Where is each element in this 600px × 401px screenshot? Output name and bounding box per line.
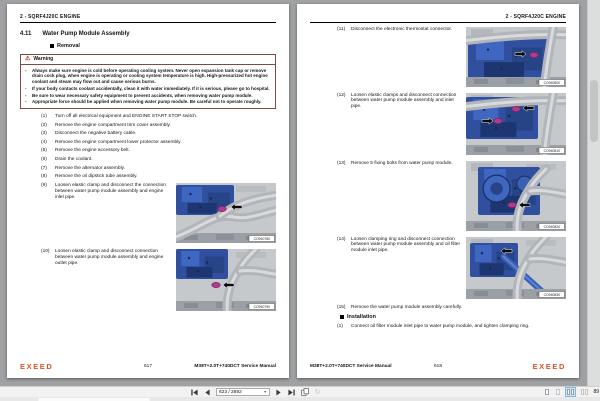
warning-box xyxy=(20,54,276,109)
figure-step-list-right xyxy=(337,27,566,299)
page-footer xyxy=(20,362,276,371)
step-text: Remove the oil dipstick tube assembly. xyxy=(55,174,138,180)
figure-step-text xyxy=(337,27,466,87)
step-text: Remove the engine compartment lower protector assembly. xyxy=(55,139,182,145)
circular-arrow-icon: ↻ xyxy=(314,388,321,396)
exeed-logo: EXEED xyxy=(532,362,566,371)
procedure-step xyxy=(41,157,276,162)
first-page-button[interactable] xyxy=(190,388,199,397)
page-number: 618 xyxy=(433,364,443,369)
figure-step-text xyxy=(41,183,176,243)
engine-figure xyxy=(466,27,566,87)
step-text: Loosen elastic clamp and disconnect the connection between water pump module assembly and engine inlet pipe. xyxy=(55,183,166,200)
square-bullet-icon xyxy=(50,44,54,48)
step-text: Loosen clamping ring and disconnect connection between water pump module assembly and oil filter module inlet pipe. xyxy=(351,236,461,253)
figure-step-text xyxy=(337,237,466,299)
step-number: (3) xyxy=(41,131,47,137)
figure-step xyxy=(41,249,276,311)
installation-step-list xyxy=(337,324,566,329)
chevron-down-icon: ▼ xyxy=(263,389,267,394)
step-text: Disconnect the electronic thermostat connector. xyxy=(351,26,453,32)
svg-text:CO940830: CO940830 xyxy=(543,292,561,297)
step-number: (8) xyxy=(41,174,47,180)
step-number: (10) xyxy=(41,249,50,255)
step-text: Loosen elastic clamps and disconnect connection between water pump module assembly and inlet pipe. xyxy=(351,92,457,109)
section-title xyxy=(20,31,276,37)
warning-text: If your body contacts coolant accidentally, clean it with water immediately. If it is serious, please go to hospital. xyxy=(32,85,270,91)
step-number: (12) xyxy=(337,92,346,98)
header-rule xyxy=(310,22,566,23)
figure-step xyxy=(41,183,276,243)
section-number: 4.11 xyxy=(20,30,32,37)
warning-item xyxy=(25,86,271,91)
page-navigation xyxy=(190,388,322,397)
step-text: Remove the engine compartment trim cover assembly. xyxy=(55,122,171,128)
taskbar-item-peek xyxy=(38,398,150,401)
engine-figure xyxy=(466,93,566,155)
engine-figure xyxy=(176,183,276,243)
svg-text:CO940790: CO940790 xyxy=(253,305,271,310)
step-number: (9) xyxy=(41,183,47,189)
step-text: Remove the water pump module assembly carefully. xyxy=(351,304,463,310)
figure-step xyxy=(337,27,566,87)
engine-figure xyxy=(466,237,566,299)
warning-text: Always make sure engine is cold before operating cooling system. Never open expansion tank cap or remove drain cock plug, when engine is operating or cooling system temperature is high. High-pressurized hot engine coolant and steam may flow out and cause serious burns. xyxy=(32,68,268,84)
section-name: Water Pump Module Assembly xyxy=(42,30,130,37)
step-text: Disconnect the negative battery cable. xyxy=(55,131,137,137)
continuous-view-button[interactable] xyxy=(554,387,562,397)
square-bullet-icon xyxy=(340,315,344,319)
figure-step-text xyxy=(337,161,466,231)
taskbar-edge xyxy=(0,397,600,401)
step-number: (15) xyxy=(337,304,346,310)
next-view-button[interactable] xyxy=(313,388,322,397)
installation-heading xyxy=(340,314,566,320)
zoom-level-text: 89 xyxy=(593,389,599,395)
svg-text:CO940810: CO940810 xyxy=(543,148,561,153)
warning-item xyxy=(25,68,271,84)
procedure-step xyxy=(41,123,276,128)
final-step xyxy=(337,305,566,310)
last-page-button[interactable] xyxy=(287,388,296,397)
warning-list xyxy=(21,65,275,108)
step-number: (1) xyxy=(41,113,47,119)
procedure-step xyxy=(41,114,276,119)
step-number: (5) xyxy=(41,148,47,154)
previous-page-button[interactable] xyxy=(203,388,212,397)
bullet-dash: - xyxy=(25,99,27,105)
page-number-input[interactable] xyxy=(216,388,270,396)
procedure-step xyxy=(41,174,276,179)
figure-step xyxy=(337,237,566,299)
page-number-value: 623 / 2692 xyxy=(219,389,242,395)
page-header: 2 - SQRF4J20C ENGINE xyxy=(505,14,566,20)
two-page-continuous-view-button[interactable] xyxy=(579,387,590,397)
page-display-modes xyxy=(543,387,599,397)
bullet-dash: - xyxy=(25,92,27,98)
bullet-dash: - xyxy=(25,68,27,73)
header-rule xyxy=(20,22,276,23)
warning-item xyxy=(25,99,271,104)
single-page-view-button[interactable] xyxy=(543,387,551,397)
page-footer xyxy=(310,362,566,371)
manual-page-right xyxy=(297,4,579,378)
figure-step xyxy=(337,93,566,155)
step-number: (7) xyxy=(41,165,47,171)
step-number: (6) xyxy=(41,157,47,163)
step-text: Remove 5 fixing bolts from water pump module. xyxy=(351,160,453,166)
step-number: (13) xyxy=(337,160,346,166)
figure-step-text xyxy=(41,249,176,311)
warning-triangle-icon: ⚠ xyxy=(25,55,31,62)
previous-view-button[interactable] xyxy=(300,388,309,397)
step-text: Remove the engine accessory belt. xyxy=(55,148,130,154)
svg-text:CO940800: CO940800 xyxy=(543,80,561,85)
step-text: Remove the alternator assembly. xyxy=(55,165,126,171)
scrollbar-thumb[interactable] xyxy=(590,80,598,142)
procedure-step xyxy=(337,324,566,329)
removal-heading xyxy=(50,43,276,49)
svg-text:CO940780: CO940780 xyxy=(253,237,271,242)
next-page-button[interactable] xyxy=(274,388,283,397)
warning-text: Be sure to wear necessary safety equipment to prevent accidents, when removing water pump module. xyxy=(32,92,253,98)
step-text: Drain the coolant. xyxy=(55,157,93,163)
vertical-scrollbar[interactable] xyxy=(587,0,600,386)
engine-figure xyxy=(176,249,276,311)
step-text: Connect oil filter module inlet pipe to water pump module, and tighten clamping ring. xyxy=(351,323,530,329)
step-number: (4) xyxy=(41,139,47,145)
manual-title: M38T+2.0T+740DCT Service Manual xyxy=(194,364,276,369)
warning-title: Warning xyxy=(33,56,54,62)
manual-title: M38T+2.0T+740DCT Service Manual xyxy=(310,364,392,369)
procedure-step xyxy=(337,305,566,310)
bullet-dash: - xyxy=(25,85,27,91)
step-number: (1) xyxy=(337,323,343,329)
warning-text: Appropriate force should be applied when removing water pump module. Be careful not to operate roughly. xyxy=(32,99,262,105)
step-number: (2) xyxy=(41,122,47,128)
manual-page-left xyxy=(7,4,289,378)
step-text: Loosen elastic clamp and disconnect connection between water pump module assembly and engine outlet pipe. xyxy=(55,249,164,266)
exeed-logo: EXEED xyxy=(20,362,54,371)
step-text: Turn off all electrical equipment and ENGINE START STOP switch. xyxy=(55,113,198,119)
installation-label: Installation xyxy=(347,313,377,320)
figure-step-list-left xyxy=(41,183,276,311)
page-number: 617 xyxy=(143,364,153,369)
procedure-step xyxy=(41,131,276,136)
svg-text:CO940820: CO940820 xyxy=(543,224,561,229)
two-page-view-button[interactable] xyxy=(565,387,576,397)
removal-label: Removal xyxy=(57,42,80,49)
page-header: 2 - SQRF4J20C ENGINE xyxy=(20,14,81,20)
engine-figure xyxy=(466,161,566,231)
removal-step-list xyxy=(41,114,276,180)
procedure-step xyxy=(41,148,276,153)
step-number: (11) xyxy=(337,26,346,32)
procedure-step xyxy=(41,166,276,171)
procedure-step xyxy=(41,140,276,145)
warning-header xyxy=(21,55,275,65)
figure-step-text xyxy=(337,93,466,155)
viewer-toolbar xyxy=(0,386,600,397)
step-number: (14) xyxy=(337,236,346,242)
warning-item xyxy=(25,93,271,98)
figure-step xyxy=(337,161,566,231)
